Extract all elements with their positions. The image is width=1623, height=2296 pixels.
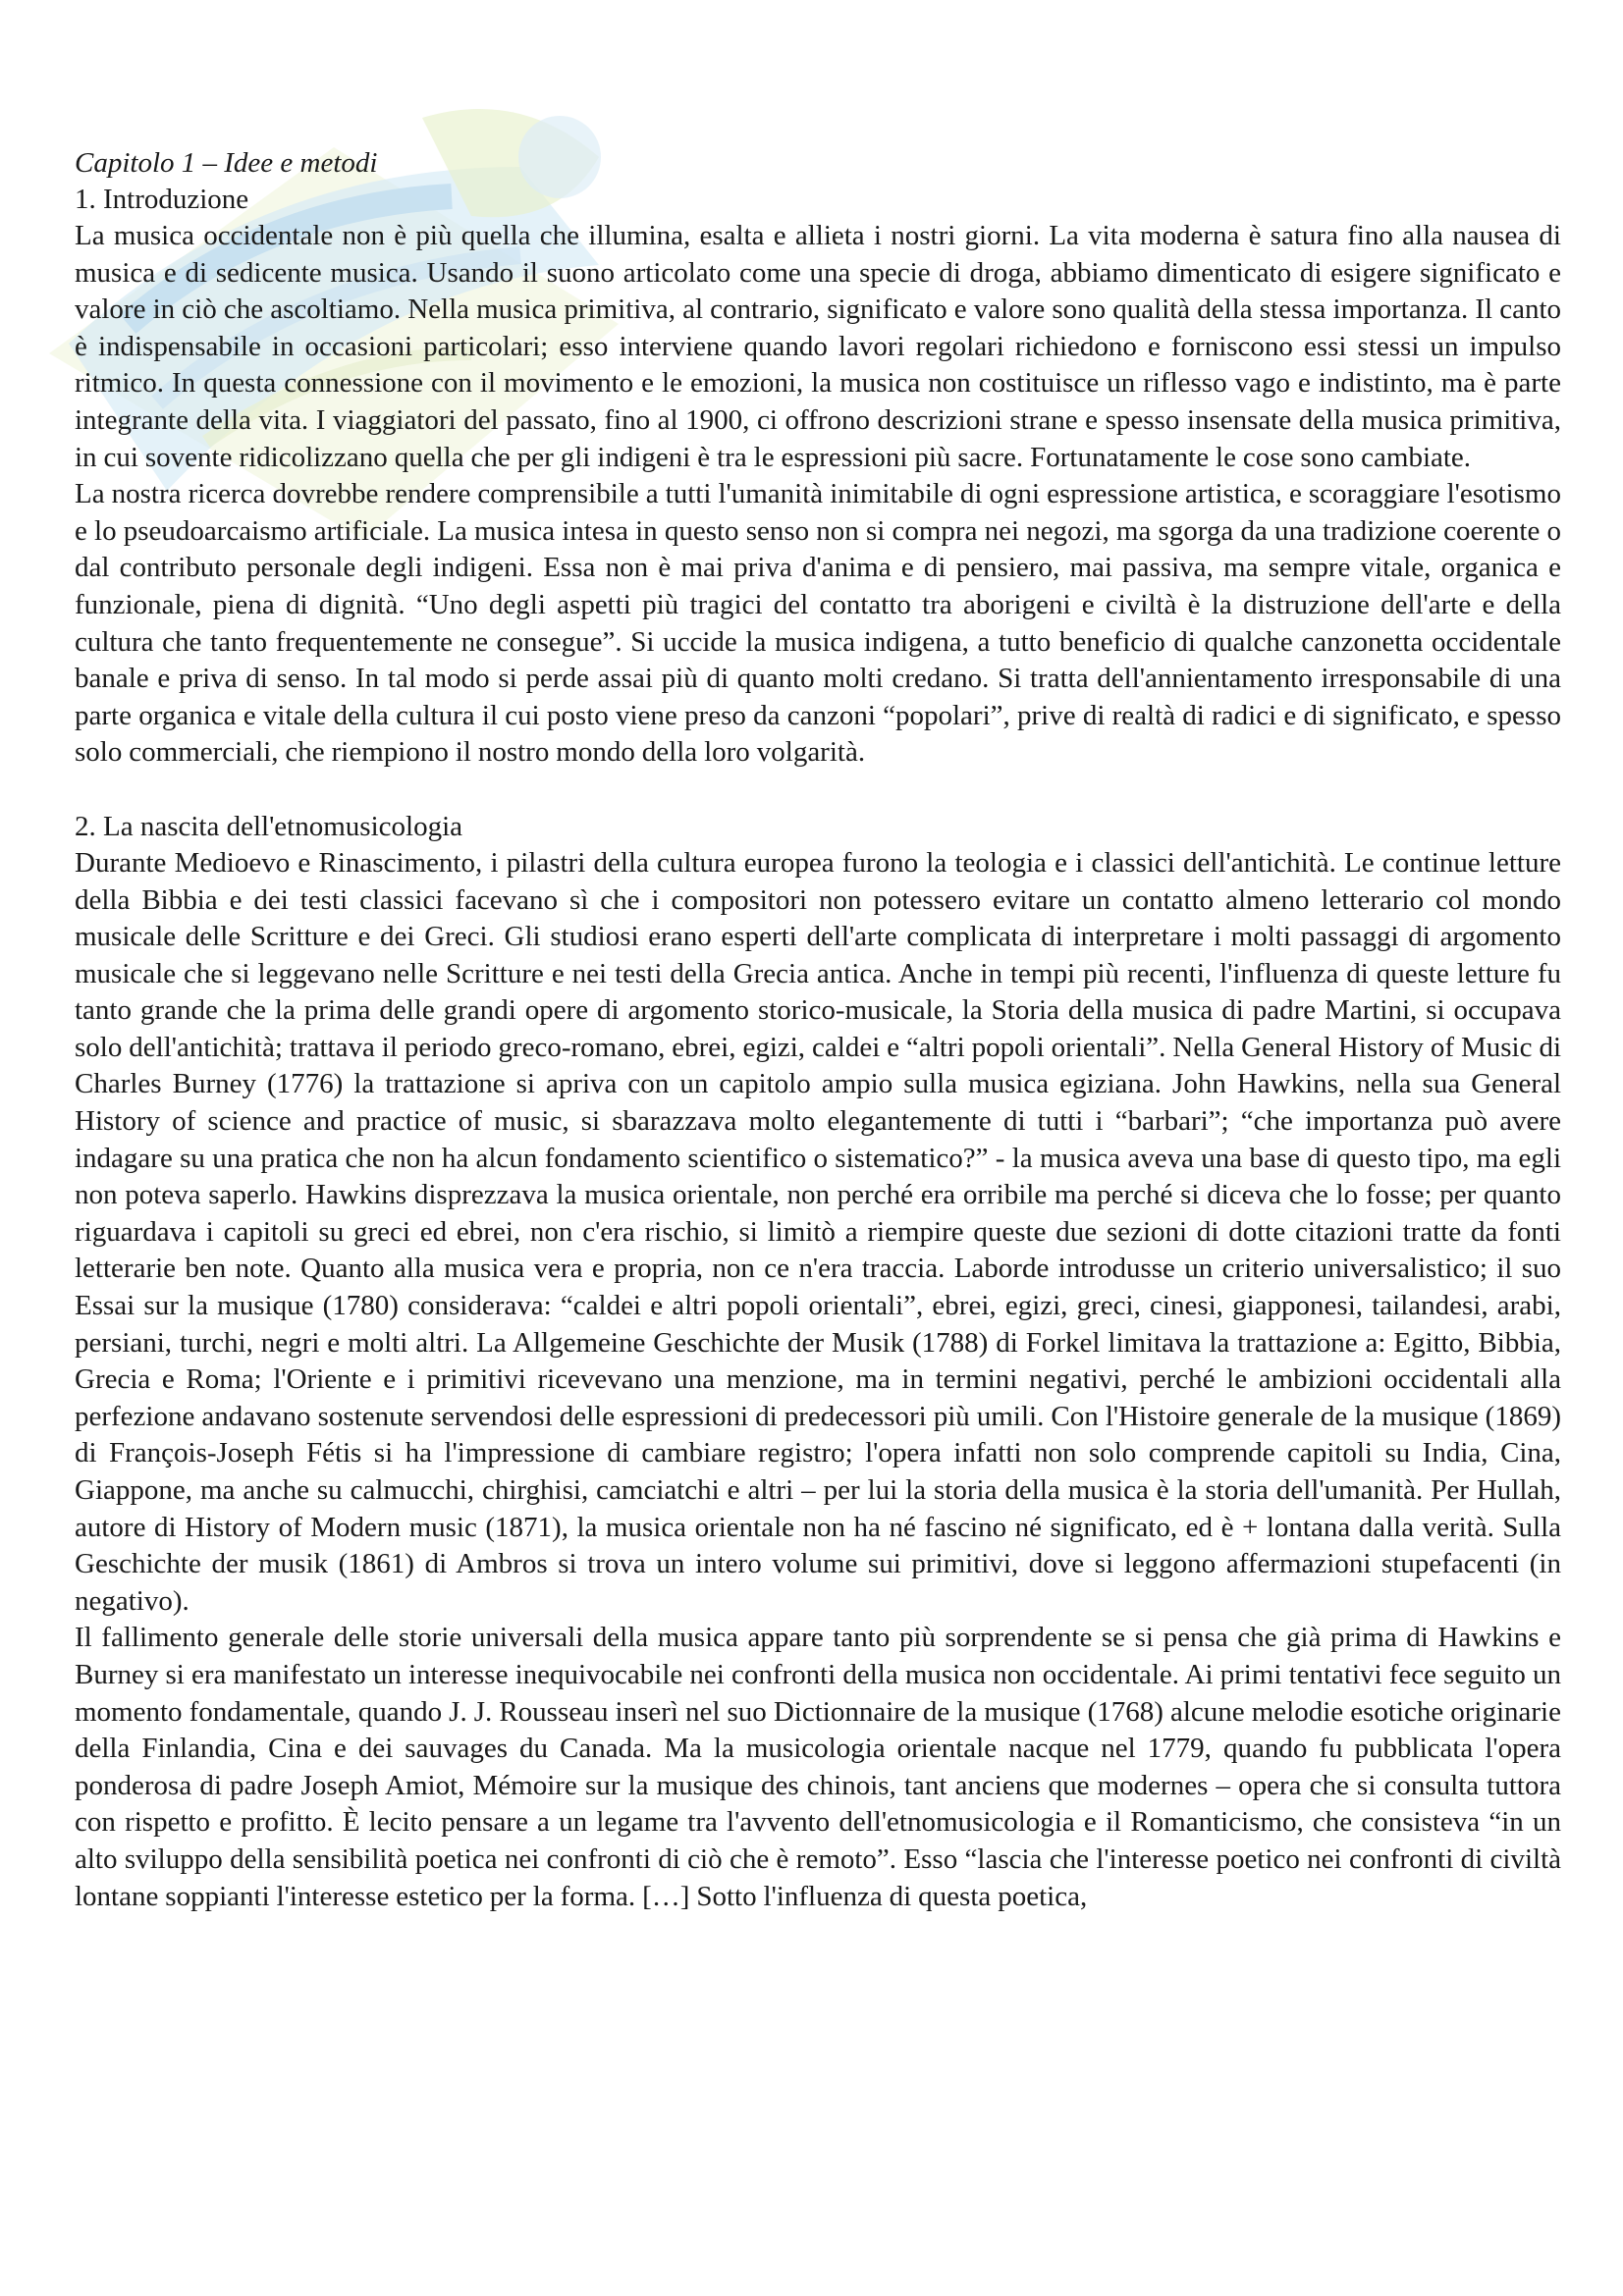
section-nascita-etnomusicologia <box>75 809 1561 1915</box>
section-spacer <box>75 772 1561 809</box>
paragraph: Il fallimento generale delle storie universali della musica appare tanto più sorprendente se si pensa che già prima di Hawkins e Burney si era manifestato un interesse inequivocabile nei confronti della musica non occidentale. Ai primi tentativi fece seguito un momento fondamentale, quando J. J. Rousseau inserì nel suo Dictionnaire de la musique (1768) alcune melodie esotiche originarie della Finlandia, Cina e dei sauvages du Canada. Ma la musicologia orientale nacque nel 1779, quando fu pubblicata l'opera ponderosa di padre Joseph Amiot, Mémoire sur la musique des chinois, tant anciens que modernes – opera che si consulta tuttora con rispetto e profitto. È lecito pensare a un legame tra l'avvento dell'etnomusicologia e il Romanticismo, che consisteva “in un alto sviluppo della sensibilità poetica nei confronti di ciò che è remoto”. Esso “lascia che l'interesse poetico nei confronti di civiltà lontane soppianti l'interesse estetico per la forma. […] Sotto l'influenza di questa poetica, <box>75 1622 1561 1912</box>
paragraph: Durante Medioevo e Rinascimento, i pilastri della cultura europea furono la teologia e i classici dell'antichità. Le continue letture della Bibbia e dei testi classici facevano sì che i compositori non potessero evitare un contatto almeno letterario col mondo musicale delle Scritture e dei Greci. Gli studiosi erano esperti dell'arte complicata di interpretare i molti passaggi di argomento musicale che si leggevano nelle Scritture e nei testi della Grecia antica. Anche in tempi più recenti, l'influenza di queste letture fu tanto grande che la prima delle grandi opere di argomento storico-musicale, la Storia della musica di padre Martini, si occupava solo dell'antichità; trattava il periodo greco-romano, ebrei, egizi, caldei e “altri popoli orientali”. Nella General History of Music di Charles Burney (1776) la trattazione si apriva con un capitolo ampio sulla musica egiziana. John Hawkins, nella sua General History of science and practice of music, si sbarazzava molto elegantemente di tutti i “barbari”; “che importanza può avere indagare su una pratica che non ha alcun fondamento scientifico o sistematico?” - la musica aveva una base di questo tipo, ma egli non poteva saperlo. Hawkins disprezzava la musica orientale, non perché era orribile ma perché si diceva che lo fosse; per quanto riguardava i capitoli su greci ed ebrei, non c'era rischio, si limitò a riempire queste due sezioni di dotte citazioni tratte da fonti letterarie ben note. Quanto alla musica vera e propria, non ce n'era traccia. Laborde introdusse un criterio universalistico; il suo Essai sur la musique (1780) considerava: “caldei e altri popoli orientali”, ebrei, egizi, greci, cinesi, giapponesi, tailandesi, arabi, persiani, turchi, negri e molti altri. La Allgemeine Geschichte der Musik (1788) di Forkel limitava la trattazione a: Egitto, Bibbia, Grecia e Roma; l'Oriente e i primitivi ricevevano una menzione, ma in termini negativi, perché le ambizioni occidentali alla perfezione andavano sostenute servendosi delle espressioni di predecessori più umili. Con l'Histoire generale de la musique (1869) di François-Joseph Fétis si ha l'impressione di cambiare registro; l'opera infatti non solo comprende capitoli su India, Cina, Giappone, ma anche su calmucchi, chirghisi, camciatchi e altri – per lui la storia della musica è la storia dell'umanità. Per Hullah, autore di History of Modern music (1871), la musica orientale non ha né fascino né significato, ed è + lontana dalla verità. Sulla Geschichte der musik (1861) di Ambros si trova un intero volume sui primitivi, dove si leggono affermazioni stupefacenti (in negativo). <box>75 846 1561 1617</box>
document-page <box>75 145 1561 1915</box>
paragraph: La nostra ricerca dovrebbe rendere comprensibile a tutti l'umanità inimitabile di ogni espressione artistica, e scoraggiare l'esotismo e lo pseudoarcaismo artificiale. La musica intesa in questo senso non si compra nei negozi, ma sgorga da una tradizione coerente o dal contributo personale degli indigeni. Essa non è mai priva d'anima e di pensiero, mai passiva, ma sempre vitale, organica e funzionale, piena di dignità. “Uno degli aspetti più tragici del contatto tra aborigeni e civiltà è la distruzione dell'arte e della cultura che tanto frequentemente ne consegue”. Si uccide la musica indigena, a tutto beneficio di qualche canzonetta occidentale banale e priva di senso. In tal modo si perde assai più di quanto molti credano. Si tratta dell'annientamento irresponsabile di una parte organica e vitale della cultura il cui posto viene preso da canzoni “popolari”, prive di realtà di radici e di significato, e spesso solo commerciali, che riempiono il nostro mondo della loro volgarità. <box>75 478 1561 769</box>
section-heading: 2. La nascita dell'etnomusicologia <box>75 810 462 842</box>
chapter-title: Capitolo 1 – Idee e metodi <box>75 147 378 179</box>
section-heading: 1. Introduzione <box>75 184 249 215</box>
paragraph: La musica occidentale non è più quella che illumina, esalta e allieta i nostri giorni. La vita moderna è satura fino alla nausea di musica e di sedicente musica. Usando il suono articolato come una specie di droga, abbiamo dimenticato di esigere significato e valore in ciò che ascoltiamo. Nella musica primitiva, al contrario, significato e valore sono qualità della stessa importanza. Il canto è indispensabile in occasioni particolari; esso interviene quando lavori regolari richiedono e forniscono essi stessi un impulso ritmico. In questa connessione con il movimento e le emozioni, la musica non costituisce un riflesso vago e indistinto, ma è parte integrante della vita. I viaggiatori del passato, fino al 1900, ci offrono descrizioni strane e spesso insensate della musica primitiva, in cui sovente ridicolizzano quella che per gli indigeni è tra le espressioni più sacre. Fortunatamente le cose sono cambiate. <box>75 220 1561 473</box>
section-introduzione <box>75 182 1561 772</box>
